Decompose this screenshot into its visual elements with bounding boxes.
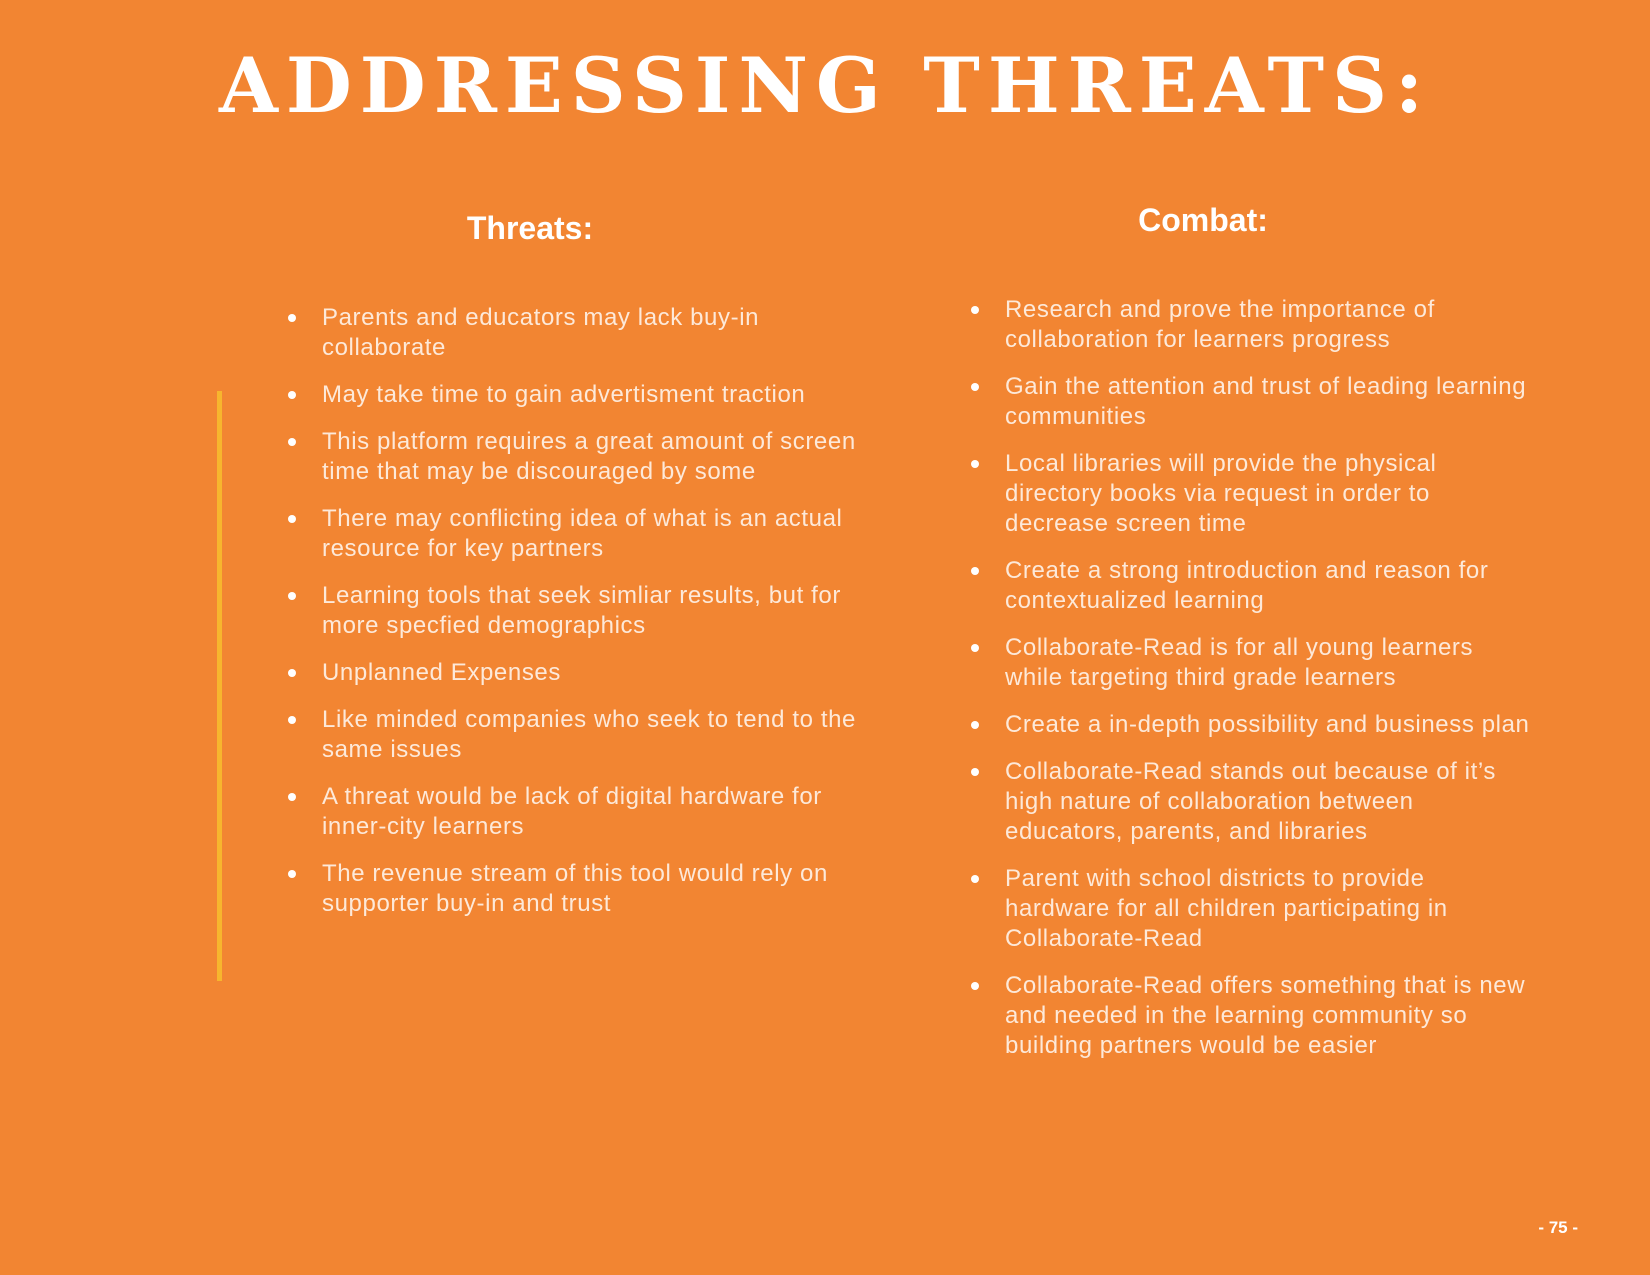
page-title: ADDRESSING THREATS: — [218, 41, 1432, 130]
bullet-icon — [288, 391, 296, 399]
threat-item-text: The revenue stream of this tool would rely on supporter buy-in and trust — [322, 860, 828, 917]
combat-item — [953, 556, 1533, 616]
threat-item — [270, 705, 870, 765]
threat-item-text: May take time to gain advertisment traction — [322, 381, 806, 408]
threat-item-text: Unplanned Expenses — [322, 659, 561, 686]
threats-column — [270, 208, 870, 936]
threat-item — [270, 303, 870, 363]
bullet-icon — [288, 314, 296, 322]
combat-item — [953, 757, 1533, 847]
combat-item — [953, 372, 1533, 432]
bullet-icon — [971, 768, 979, 776]
threat-item — [270, 427, 870, 487]
combat-item-text: Collaborate-Read offers something that is new and needed in the learning community so building partners would be easier — [1005, 972, 1526, 1059]
bullet-icon — [971, 460, 979, 468]
bullet-icon — [971, 721, 979, 729]
page-number: - 75 - — [1538, 1218, 1578, 1237]
bullet-icon — [971, 306, 979, 314]
bullet-icon — [288, 438, 296, 446]
combat-item-text: Local libraries will provide the physical directory books via request in order to decrease screen time — [1005, 450, 1437, 537]
combat-heading: Combat: — [1138, 202, 1268, 238]
combat-item — [953, 864, 1533, 954]
threat-item-text: A threat would be lack of digital hardware for inner-city learners — [322, 783, 822, 840]
bullet-icon — [288, 793, 296, 801]
combat-item — [953, 633, 1533, 693]
combat-item — [953, 971, 1533, 1061]
bullet-icon — [971, 644, 979, 652]
threat-item — [270, 504, 870, 564]
threat-item — [270, 658, 870, 688]
combat-item — [953, 295, 1533, 355]
bullet-icon — [971, 982, 979, 990]
combat-item-text: Gain the attention and trust of leading learning communities — [1005, 373, 1527, 430]
combat-item-text: Research and prove the importance of collaboration for learners progress — [1005, 296, 1435, 353]
threat-item-text: Like minded companies who seek to tend to the same issues — [322, 706, 856, 763]
bullet-icon — [288, 870, 296, 878]
threat-item — [270, 859, 870, 919]
bullet-icon — [288, 592, 296, 600]
combat-item-text: Create a strong introduction and reason for contextualized learning — [1005, 557, 1489, 614]
combat-item-text: Create a in-depth possibility and business plan — [1005, 711, 1530, 738]
threat-item-text: Parents and educators may lack buy-in collaborate — [322, 304, 760, 361]
bullet-icon — [971, 875, 979, 883]
bullet-icon — [288, 515, 296, 523]
threat-item-text: This platform requires a great amount of screen time that may be discouraged by some — [322, 428, 856, 485]
threat-item-text: There may conflicting idea of what is an actual resource for key partners — [322, 505, 843, 562]
threat-item-text: Learning tools that seek simliar results, but for more specfied demographics — [322, 582, 841, 639]
bullet-icon — [971, 567, 979, 575]
combat-item-text: Collaborate-Read is for all young learners while targeting third grade learners — [1005, 634, 1474, 691]
combat-list — [953, 295, 1533, 1061]
threats-heading: Threats: — [466, 210, 594, 246]
threat-item — [270, 782, 870, 842]
bullet-icon — [971, 383, 979, 391]
threat-item — [270, 581, 870, 641]
bullet-icon — [288, 669, 296, 677]
combat-item — [953, 449, 1533, 539]
threats-list — [270, 303, 870, 919]
combat-item-text: Parent with school districts to provide hardware for all children participating in Collaborate-Read — [1005, 865, 1448, 952]
combat-column — [953, 200, 1533, 1078]
threat-item — [270, 380, 870, 410]
combat-item — [953, 710, 1533, 740]
combat-item-text: Collaborate-Read stands out because of it’s high nature of collaboration between educators, parents, and libraries — [1005, 758, 1496, 845]
bullet-icon — [288, 716, 296, 724]
accent-bar — [217, 391, 222, 981]
